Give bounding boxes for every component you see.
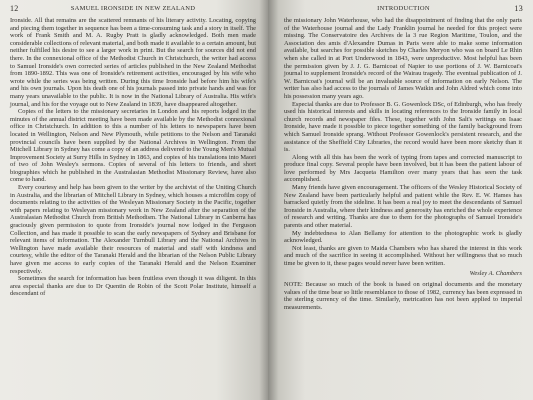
- running-head: INTRODUCTION: [377, 5, 430, 12]
- left-page-header: [10, 4, 256, 16]
- paragraph: Along with all this has been the work of typing from tapes and corrected manuscript to produce final copy. Several people have been involved, but it has been the patient labour of love performed by Mrs Jacqueta Hamilton over many years that has seen the task accomplished.: [284, 153, 522, 184]
- left-page-body: [10, 17, 256, 298]
- running-head: SAMUEL IRONSIDE IN NEW ZEALAND: [70, 5, 196, 12]
- paragraph: Sometimes the search for information has been fruitless even though it was diligent. In this area especial thanks are due to Dr Quentin de Robin of the Scott Polar Institute, himself a descendant of: [10, 275, 256, 298]
- author-signature: Wesley A. Chambers: [469, 269, 522, 277]
- paragraph: Every courtesy and help has been given to the writer by the archivist of the Uniting Church in Australia, and the librarian of Mitchell Library in Sydney, which houses a microfilm copy of documents relating to the activities of the Wesleyan Missionary Society in the Pacific, together with papers relating to Wesleyan missionary work in New Zealand after the separation of the Australasian Methodist Church from British Methodism. The National Library in Canberra has graciously given permission to quote from Ironside's journal now lodged in the Ferguson Collection, and has made it possible to scan the early newspapers of Sydney and Brisbane for relevant items of information. The Alexander Turnbull Library and the National Archives in Wellington have made available their resources of material and staff with kindness and courtesy, while the editor of the Taranaki Herald and the librarian of the Nelson Public Library have given me access to early copies of the Taranaki Herald and the Nelson Examiner respectively.: [10, 184, 256, 275]
- paragraph: Ironside. All that remains are the scattered remnants of his literary activity. Locating, copying and piecing them together in sequence has been a time-consuming task and a story in itself. The work of Frank Smith and M. A. Rugby Pratt is gladly acknowledged. Both men made considerable collections of relevant material, and both made it available to a certain amount, but neither fulfilled his desire to see a larger work in print. But the search for sources did not end there. In the connexional office of the Methodist Church in Christchurch, the writer had access to Samuel Ironside's own corrected series of articles published in the New Zealand Methodist from 1890-1892. This was one of Ironside's retirement activities, encouraged by his wife who wrote while the series was being written. During this time Ironside had before him his wife's and his own journals. Upon his death one of his journals passed into private hands and was for many years unavailable to the public. It is now in the National Library of Australia. His wife's journal, and his for the voyage out to New Zealand in 1839, have disappeared altogether.: [10, 17, 256, 108]
- paragraph: Not least, thanks are given to Maida Chambers who has shared the interest in this work and much of the sacrifice in seeing it accomplished. Without her willingness that so much time be given to it, these pages would never have been written.: [284, 244, 522, 267]
- paragraph: Many friends have given encouragement. The officers of the Wesley Historical Society of New Zealand have been particularly helpful and patient while the Rev. E. W. Hames has barracked quietly from the sideline. It has been a real joy to meet the descendants of Samuel Ironside in Australia, where their kindness and generosity has enriched the whole experience of research and writing. Thanks are due to them for the photographs of Samuel Ironside's parents and other material.: [284, 184, 522, 230]
- footnote: NOTE: Because so much of the book is based on original documents and the monetary values of the time bear so little resemblance to those of 1982, currency has been expressed in the sterling currency of the time. Similarly, metrication has not been applied to imperial measurements.: [284, 281, 522, 311]
- right-page: [268, 0, 533, 400]
- paragraph: My indebtedness to Alan Bellamy for attention to the photographic work is gladly acknowledged.: [284, 229, 522, 245]
- right-page-header: [284, 4, 523, 16]
- paragraph: Especial thanks are due to Professor B. G. Gowenlock DSc, of Edinburgh, who has freely used his historical interests and skills in locating references to the Ironside family in local church records and newspaper files. These, together with John Salt's writings on Isaac Ironside, have made it possible to piece together something of the family background from which Samuel Ironside sprang. Without Professor Gowenlock's persistent research, and the assistance of the Sheffield City Libraries, the record would have been more sketchy than it is.: [284, 100, 522, 154]
- page-number: 13: [514, 4, 523, 13]
- paragraph: Copies of the letters to the missionary secretaries in London and his reports lodged in the minutes of the annual district meeting have been made available by the Methodist connexional office in Christchurch. In addition to this a number of his letters to newspapers have been located in Wellington, Nelson and New Plymouth, while petitions to the Nelson and Taranaki provincial councils have been supplied by the National Archives in Wellington. From the Mitchell Library in Sydney has come a copy of an address delivered to the Young Men's Mutual Improvement Society at Surry Hills in Sydney in 1863, and copies of his translations into Maori of two of John Wesley's sermons. Copies of several of his letters to friends, and short biographies which he published in the Australasian Methodist Missionary Review, have also come to hand.: [10, 108, 256, 184]
- page-number: 12: [10, 4, 19, 13]
- paragraph: the missionary John Waterhouse, who had the disappointment of finding that the only parts of the Waterhouse journal and the Lady Franklin journal he needed for this project were missing. The Conservatoire des Archives de la 3 rue Region Maritime, Toulon, and the Association des amis d'Alexandre Dumas in Paris were able to make some information available, but searches for possible sketches by Charles Meryon who was on board Le Rhin when she called in at Port Underwood in 1843, were unproductive. Most helpful has been the permission given by J. J. G. Barnicoat of Napier to use portions of J. W. Barnicoat's journal to supplement Ironside's record of the Wairau tragedy. The eventual publication of J. W. Barnicoat's journal will be an invaluable source of information on early Nelson. The writer has also had access to the journals of James Watkin and John Aldred which come into his possession many years ago.: [284, 17, 522, 100]
- right-page-body: [284, 17, 522, 312]
